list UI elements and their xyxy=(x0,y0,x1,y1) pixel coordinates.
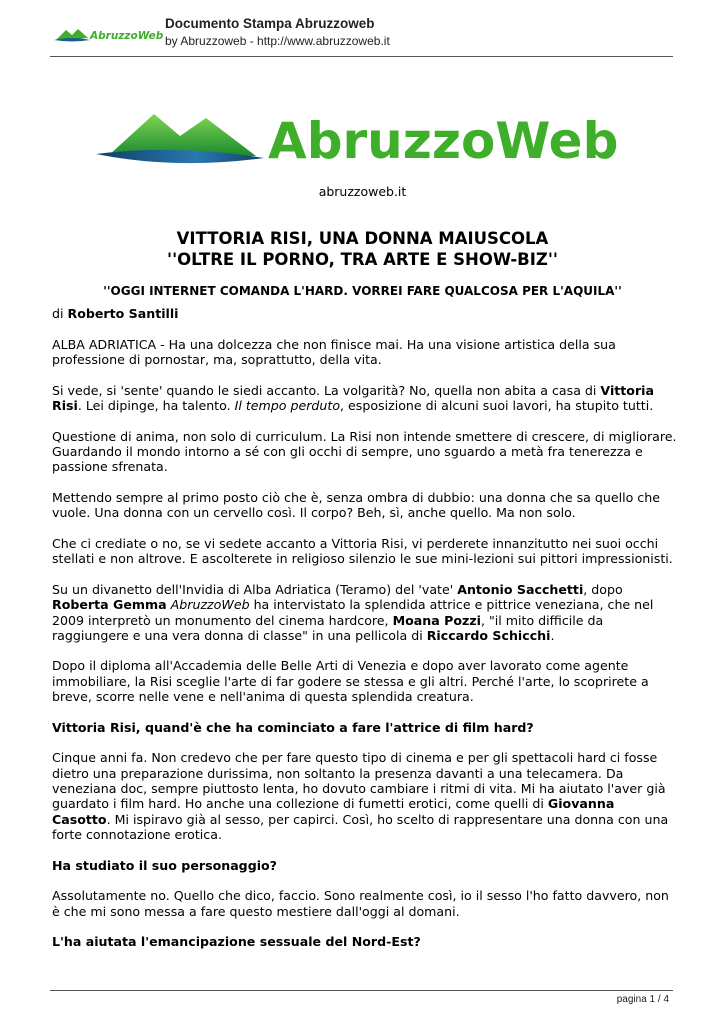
mountain-shape xyxy=(108,114,256,156)
page-number: pagina 1 / 4 xyxy=(616,994,669,1005)
author-name: Roberto Santilli xyxy=(67,306,179,321)
logo-text: AbruzzoWeb xyxy=(268,112,619,170)
article-subtitle: ''OGGI INTERNET COMANDA L'HARD. VORREI FARE QUALCOSA PER L'AQUILA'' xyxy=(103,284,622,298)
page-header xyxy=(50,14,673,57)
site-label: abruzzoweb.it xyxy=(318,184,407,199)
title-line-2: ''OLTRE IL PORNO, TRA ARTE E SHOW-BIZ'' xyxy=(167,250,558,269)
byline-prefix: di xyxy=(52,306,68,321)
paragraph-4: Mettendo sempre al primo posto ciò che è, senza ombra di dubbio: una donna che sa quello che vuole. Una donna con un cervello così. Il corpo? Beh, sì, anche quello. Ma non solo. xyxy=(52,489,660,521)
abruzzoweb-logo xyxy=(96,104,619,176)
article-title xyxy=(0,228,725,270)
paragraph-6: Su un divanetto dell'Invidia di Alba Adriatica (Teramo) del 'vate' Antonio Sacchetti, dopo Roberta Gemma AbruzzoWeb ha intervistato la splendida attrice e pittrice veneziana, che nel 2009 interpretò un monumento del cinema hardcore, Moana Pozzi, "il mito difficile da raggiungere e una vera donna di classe" in una pellicola di Riccardo Schicchi. xyxy=(52,581,654,643)
paragraph-5: Che ci crediate o no, se vi sedete accanto a Vittoria Risi, vi perderete innanzitutto nei suoi occhi stellati e non altrove. E ascolterete in religioso silenzio le sue mini-lezioni sui pittori impressionisti. xyxy=(52,535,673,567)
answer-1: Cinque anni fa. Non credevo che per fare questo tipo di cinema e per gli spettacoli hard ci fosse dietro una preparazione durissima, non soltanto la presenza davanti a una telecamera. Da veneziana doc, sempre piuttosto lenta, ho dovuto cambiare i ritmi di vita. Mi ha aiutato l'aver già guardato i film hard. Ho anche una collezione di fumetti erotici, come quelli di Giovanna Casotto. Mi ispiravo già al sesso, per capirci. Così, ho scelto di rappresentare una donna con una forte connotazione erotica. xyxy=(52,750,669,842)
byline xyxy=(52,306,677,321)
paragraph-1: ALBA ADRIATICA - Ha una dolcezza che non finisce mai. Ha una visione artistica della sua professione di pornostar, ma, soprattutto, della vita. xyxy=(52,336,616,367)
title-line-1: VITTORIA RISI, UNA DONNA MAIUSCOLA xyxy=(176,229,549,248)
question-1: Vittoria Risi, quand'è che ha cominciato a fare l'attrice di film hard? xyxy=(52,719,534,735)
paragraph-7: Dopo il diploma all'Accademia delle Belle Arti di Venezia e dopo aver lavorato come agente immobiliare, la Risi sceglie l'arte di far godere se stessa e gli altri. Perché l'arte, lo scoprirete a breve, scorre nelle vene e nell'anima di questa splendida creatura. xyxy=(52,658,649,705)
question-3: L'ha aiutata l'emancipazione sessuale del Nord-Est? xyxy=(52,934,421,950)
answer-2: Assolutamente no. Quello che dico, faccio. Sono realmente così, io il sesso l'ho fatto davvero, non è che mi sono messa a fare questo mestiere dall'oggi al domani. xyxy=(52,888,669,919)
header-subtitle: by Abruzzoweb - http://www.abruzzoweb.it xyxy=(165,34,390,48)
question-2: Ha studiato il suo personaggio? xyxy=(52,857,277,873)
page-footer xyxy=(50,990,673,1005)
paragraph-3: Questione di anima, non solo di curriculum. La Risi non intende smettere di crescere, di migliorare. Guardando il mondo intorno a sé con gli occhi di sempre, uno sguardo a metà fra tenerezza e passione sfrenata. xyxy=(52,428,677,475)
header-title: Documento Stampa Abruzzoweb xyxy=(165,16,375,31)
article-body xyxy=(52,306,677,965)
abruzzoweb-small-logo xyxy=(54,24,164,44)
paragraph-2: Si vede, si 'sente' quando le siedi accanto. La volgarità? No, quella non abita a casa di Vittoria Risi. Lei dipinge, ha talento. Il tempo perduto, esposizione di alcuni suoi lavori, ha stupito tutti. xyxy=(52,382,654,413)
small-logo-text: AbruzzoWeb xyxy=(90,30,164,42)
